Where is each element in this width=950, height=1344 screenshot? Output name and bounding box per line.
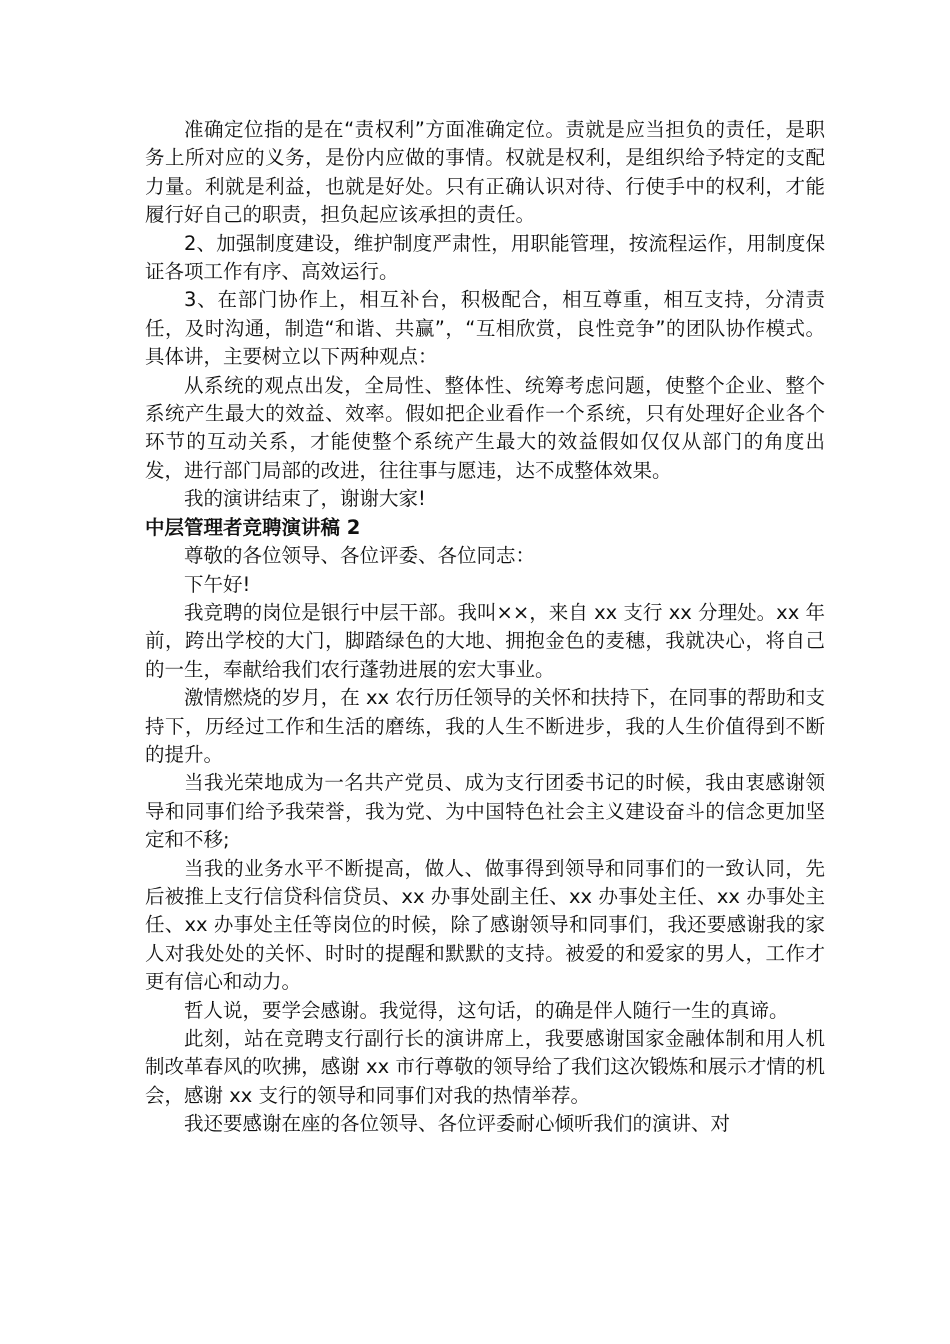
- section-heading: 中层管理者竞聘演讲稿 2: [145, 515, 361, 539]
- paragraph: 我还要感谢在座的各位领导、各位评委耐心倾听我们的演讲、对: [184, 1112, 731, 1136]
- paragraph: 哲人说，要学会感谢。我觉得，这句话，的确是伴人随行一生的真谛。: [184, 998, 789, 1022]
- document-page: [145, 116, 825, 1139]
- paragraph: 3、在部门协作上，相互补台，积极配合，相互尊重，相互支持，分清责任，及时沟通，制造“和谐、共赢”，“互相欣赏，良性竞争”的团队协作模式。具体讲，主要树立以下两种观点：: [145, 288, 825, 369]
- paragraph: 准确定位指的是在“责权利”方面准确定位。责就是应当担负的责任，是职务上所对应的义务，是份内应做的事情。权就是权利，是组织给予特定的支配力量。利就是利益，也就是好处。只有正确认识对待、行使手中的权利，才能履行好自己的职责，担负起应该承担的责任。: [145, 118, 825, 227]
- paragraph: 我竞聘的岗位是银行中层干部。我叫××，来自 xx 支行 xx 分理处。xx 年前，跨出学校的大门，脚踏绿色的大地、拥抱金色的麦穗，我就决心，将自己的一生，奉献给我们农行蓬勃进展的宏大事业。: [145, 600, 825, 681]
- paragraph: 当我光荣地成为一名共产党员、成为支行团委书记的时候，我由衷感谢领导和同事们给予我荣誉，我为党、为中国特色社会主义建设奋斗的信念更加坚定和不移;: [145, 771, 825, 852]
- paragraph: 当我的业务水平不断提高，做人、做事得到领导和同事们的一致认同，先后被推上支行信贷科信贷员、xx 办事处副主任、xx 办事处主任、xx 办事处主任、xx 办事处主任等岗位的时候，除了感谢领导和同事们，我还要感谢我的家人对我处处的关怀、时时的提醒和默默的支持。被爱的和爱家的男人，工作才更有信心和动力。: [145, 856, 825, 994]
- paragraph: 此刻，站在竞聘支行副行长的演讲席上，我要感谢国家金融体制和用人机制改革春风的吹拂，感谢 xx 市行尊敬的领导给了我们这次锻炼和展示才情的机会，感谢 xx 支行的领导和同事们对我的热情举荐。: [145, 1027, 825, 1107]
- paragraph: 2、加强制度建设，维护制度严肃性，用职能管理，按流程运作，用制度保证各项工作有序、高效运行。: [145, 231, 825, 284]
- paragraph: 激情燃烧的岁月，在 xx 农行历任领导的关怀和扶持下，在同事的帮助和支持下，历经过工作和生活的磨练，我的人生不断进步，我的人生价值得到不断的提升。: [145, 686, 825, 766]
- paragraph: 从系统的观点出发，全局性、整体性、统筹考虑问题，使整个企业、整个系统产生最大的效益、效率。假如把企业看作一个系统，只有处理好企业各个环节的互动关系，才能使整个系统产生最大的效益假如仅仅从部门的角度出发，进行部门局部的改进，往往事与愿违，达不成整体效果。: [145, 373, 825, 482]
- paragraph: 我的演讲结束了，谢谢大家!: [184, 487, 426, 511]
- paragraph: 下午好!: [184, 572, 251, 596]
- paragraph: 尊敬的各位领导、各位评委、各位同志：: [184, 544, 536, 568]
